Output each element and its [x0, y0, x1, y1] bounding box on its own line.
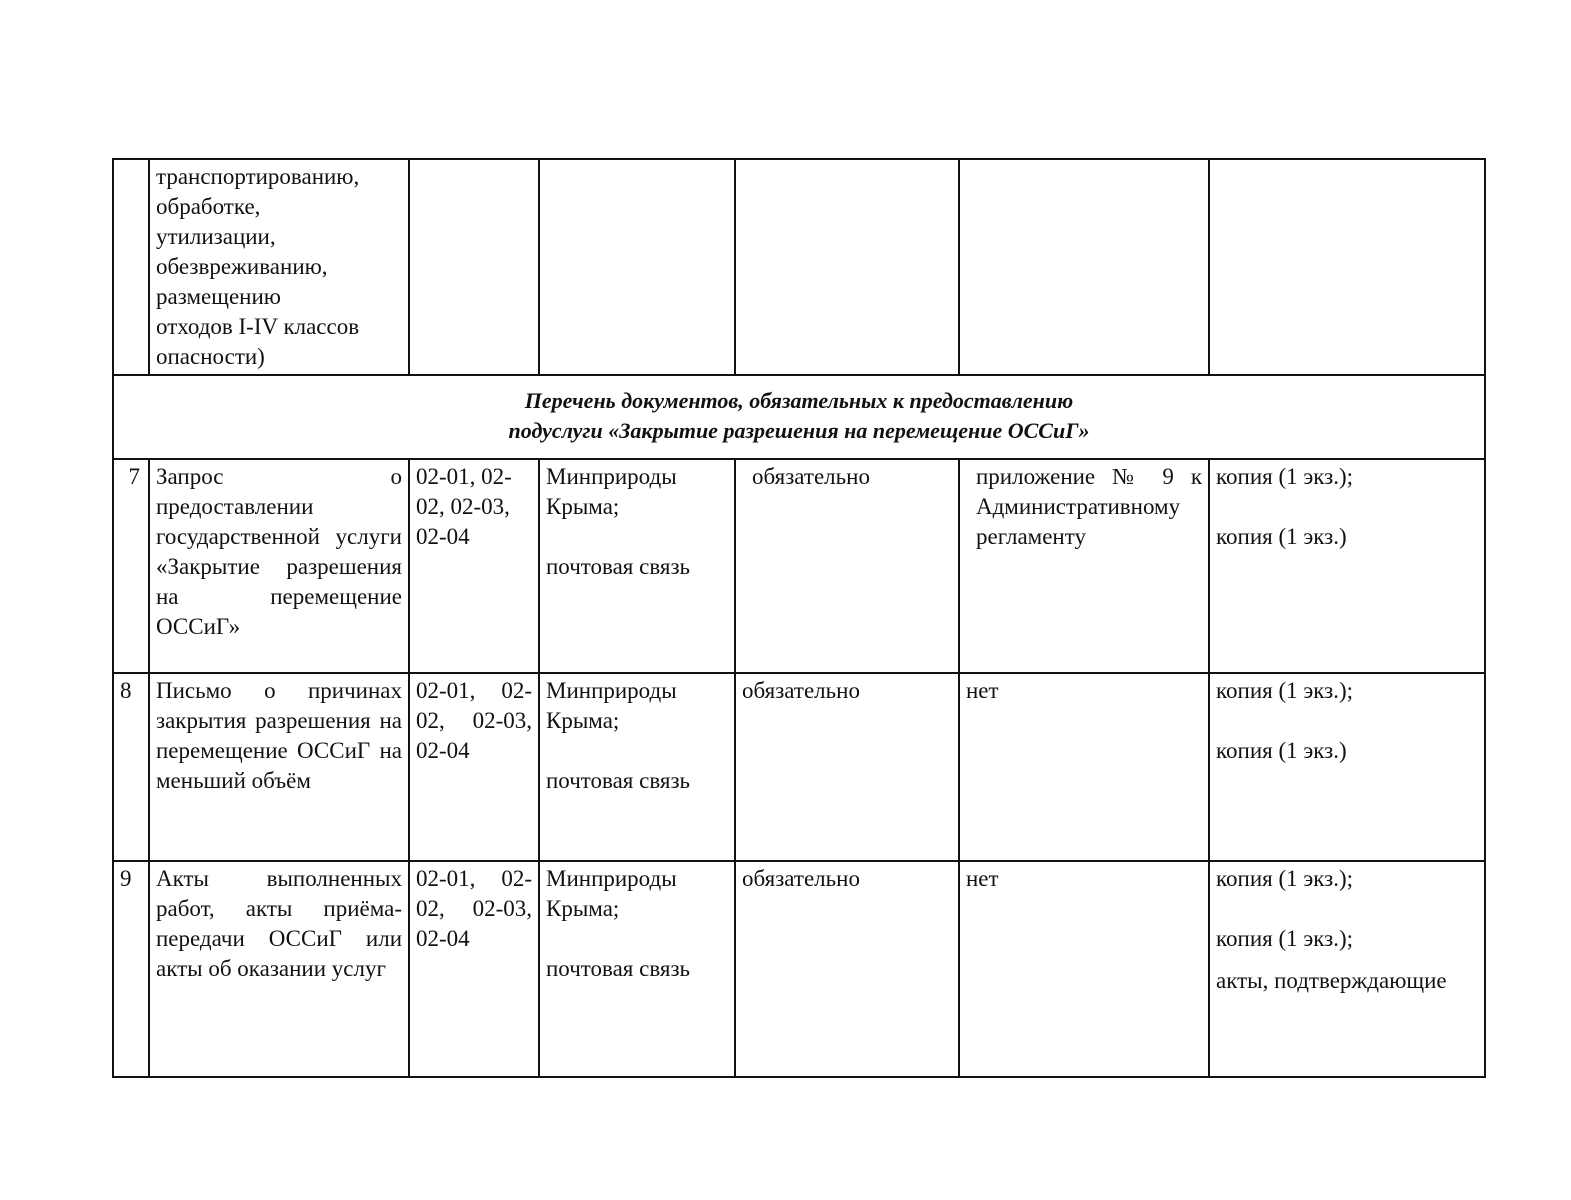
document-codes: 02-01, 02-02, 02-03, 02-04	[409, 459, 539, 673]
empty-cell	[959, 159, 1209, 375]
submission-office: Минприроды Крыма;	[546, 464, 677, 519]
submission-method-cell	[539, 861, 735, 1077]
continuation-num-cell	[113, 159, 149, 375]
copies-line: копия (1 экз.)	[1216, 524, 1347, 549]
continuation-row	[113, 159, 1485, 375]
empty-cell	[735, 159, 959, 375]
copies-cell	[1209, 459, 1485, 673]
copies-line: копия (1 экз.);	[1216, 678, 1353, 703]
table-row	[113, 673, 1485, 861]
copies-cell	[1209, 861, 1485, 1077]
copies-line: копия (1 экз.)	[1216, 738, 1347, 763]
continuation-line: опасности)	[156, 344, 265, 369]
empty-cell	[539, 159, 735, 375]
copies-line: копия (1 экз.);	[1216, 464, 1353, 489]
requirement: обязательно	[735, 459, 959, 673]
submission-method-cell	[539, 459, 735, 673]
continuation-line: размещению	[156, 284, 281, 309]
table-row	[113, 861, 1485, 1077]
continuation-line: обработке,	[156, 194, 261, 219]
continuation-line: обезвреживанию,	[156, 254, 328, 279]
requirement: обязательно	[735, 673, 959, 861]
section-header	[113, 375, 1485, 459]
copies-line: копия (1 экз.);	[1216, 926, 1353, 951]
requirement: обязательно	[735, 861, 959, 1077]
document-name: Запрос о предоставлении государственной услуги «Закрытие разрешения на перемещение ОССиГ»	[149, 459, 409, 673]
copies-line: акты, подтверждающие	[1216, 968, 1447, 993]
continuation-line: отходов I-IV классов	[156, 314, 360, 339]
document-form: нет	[959, 673, 1209, 861]
table-row	[113, 459, 1485, 673]
row-number: 9	[113, 861, 149, 1077]
submission-office: Минприроды Крыма;	[546, 866, 677, 921]
section-header-row	[113, 375, 1485, 459]
document-name: Письмо о причинах закрытия разрешения на перемещение ОССиГ на меньший объём	[149, 673, 409, 861]
continuation-line: транспортированию,	[156, 164, 360, 189]
row-number: 8	[113, 673, 149, 861]
document-form: приложение № 9 к Административному регламенту	[959, 459, 1209, 673]
submission-office: Минприроды Крыма;	[546, 678, 677, 733]
submission-mail: почтовая связь	[546, 768, 691, 793]
document-codes: 02-01, 02-02, 02-03, 02-04	[409, 861, 539, 1077]
document-name: Акты выполненных работ, акты приёма-передачи ОССиГ или акты об оказании услуг	[149, 861, 409, 1077]
submission-mail: почтовая связь	[546, 554, 691, 579]
continuation-line: утилизации,	[156, 224, 276, 249]
documents-table	[112, 158, 1486, 1078]
submission-mail: почтовая связь	[546, 956, 691, 981]
empty-cell	[409, 159, 539, 375]
copies-cell	[1209, 673, 1485, 861]
continuation-text-cell	[149, 159, 409, 375]
document-codes: 02-01, 02-02, 02-03, 02-04	[409, 673, 539, 861]
row-number: 7	[113, 459, 149, 673]
submission-method-cell	[539, 673, 735, 861]
empty-cell	[1209, 159, 1485, 375]
section-title-line1: Перечень документов, обязательных к предоставлению	[524, 388, 1074, 413]
section-title-line2: подуслуги «Закрытие разрешения на перемещение ОССиГ»	[508, 418, 1090, 443]
copies-line: копия (1 экз.);	[1216, 866, 1353, 891]
document-form: нет	[959, 861, 1209, 1077]
